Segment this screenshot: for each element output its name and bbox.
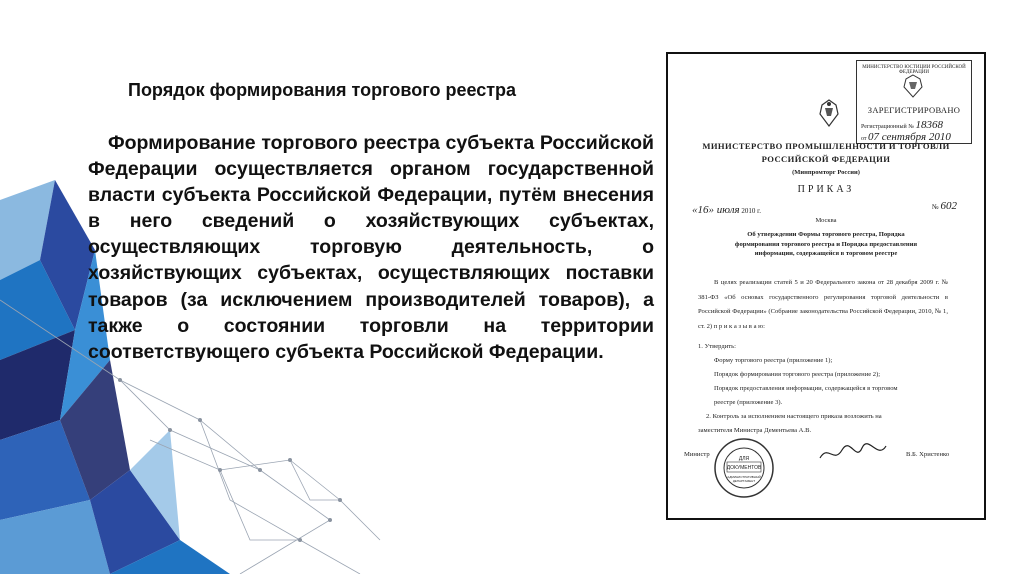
ministry-name	[668, 140, 984, 165]
item-2-line-2: заместителя Министра Дементьева А.В.	[698, 427, 812, 434]
slide-body-text: Формирование торгового реестра субъекта Российской Федерации осуществляется органом государственной власти субъекта Российской Федерации, путём внесения в него сведений о хозяйствующих субъектах, осуществляющих торговую деятельность, о хозяйствующих субъектах, осуществляющих поставки товаров (за исключением производителей товаров), а также о состоянии торговли на территории соответствующего субъекта Российской Федерации.	[88, 132, 654, 363]
scanned-order-document	[666, 52, 986, 520]
order-number-hand: 602	[940, 200, 957, 212]
coat-of-arms-icon	[816, 98, 842, 128]
stamp-date-prefix: от	[861, 136, 867, 142]
minister-label: Министр	[684, 451, 710, 458]
item-1-b: Порядок формирования торгового реестра (приложение 2);	[714, 371, 881, 378]
ministry-line-2: РОССИЙСКОЙ ФЕДЕРАЦИИ	[761, 153, 891, 164]
item-1-c-line-1: Порядок предоставления информации, содержащейся в торговом	[714, 385, 898, 392]
stamp-date-hand: 07 сентября 2010	[868, 131, 951, 143]
subject-line-3: информации, содержащейся в торговом реестре	[754, 250, 898, 258]
stamp-emblem-icon	[901, 73, 925, 99]
order-date-year: 2010 г.	[741, 207, 761, 215]
ministry-short-name: (Минпромторг России)	[792, 169, 860, 176]
handwritten-signature	[818, 440, 888, 466]
round-seal-icon	[712, 436, 776, 500]
order-number-prefix: №	[932, 203, 939, 211]
order-date-hand: «16» июля	[692, 204, 740, 216]
ministry-line-1: МИНИСТЕРСТВО ПРОМЫШЛЕННОСТИ И ТОРГОВЛИ	[702, 141, 950, 151]
item-1-a: Форму торгового реестра (приложение 1);	[714, 357, 833, 364]
order-word: ПРИКАЗ	[797, 184, 855, 195]
svg-text:ДЛЯ: ДЛЯ	[738, 456, 750, 462]
svg-text:ДЕПАРТАМЕНТ: ДЕПАРТАМЕНТ	[732, 479, 756, 483]
subject-line-2: формирования торгового реестра и Порядка предоставления	[734, 240, 918, 248]
subject-line-1: Об утверждении Формы торгового реестра, Порядка	[747, 231, 905, 238]
stamp-header: МИНИСТЕРСТВО ЮСТИЦИИ РОССИЙСКОЙ ФЕДЕРАЦИИ	[862, 65, 966, 75]
order-number	[932, 200, 957, 212]
slide-title: Порядок формирования торгового реестра	[128, 80, 517, 100]
stamp-reg-label: Регистрационный №	[861, 124, 914, 130]
order-date	[692, 204, 761, 216]
order-preamble: В целях реализации статей 5 и 20 Федерального закона от 28 декабря 2009 г. № 381-ФЗ «Об основах государственного регулирования торговой деятельности в Российской Федерации» (Собрание законодательства Российской Федерации, 2010, № 1, ст. 2) п р и к а з ы в а ю:	[698, 279, 948, 330]
stamp-reg-line	[861, 119, 943, 131]
stamp-reg-number: 18368	[915, 119, 943, 131]
item-2-line-1: 2. Контроль за исполнением настоящего приказа возложить на	[706, 413, 882, 420]
item-1-c-line-2: реестре (приложение 3).	[714, 399, 783, 406]
minister-name: В.Б. Христенко	[906, 451, 950, 458]
item-1: 1. Утвердить:	[698, 343, 736, 350]
stamp-registered: ЗАРЕГИСТРИРОВАНО	[867, 105, 961, 115]
svg-text:ДОКУМЕНТОВ: ДОКУМЕНТОВ	[726, 465, 762, 471]
order-subject	[708, 230, 944, 259]
order-city: Москва	[815, 217, 837, 224]
svg-text:АДМИНИСТРАТИВНЫЙ: АДМИНИСТРАТИВНЫЙ	[727, 475, 761, 479]
registration-stamp	[856, 60, 972, 144]
